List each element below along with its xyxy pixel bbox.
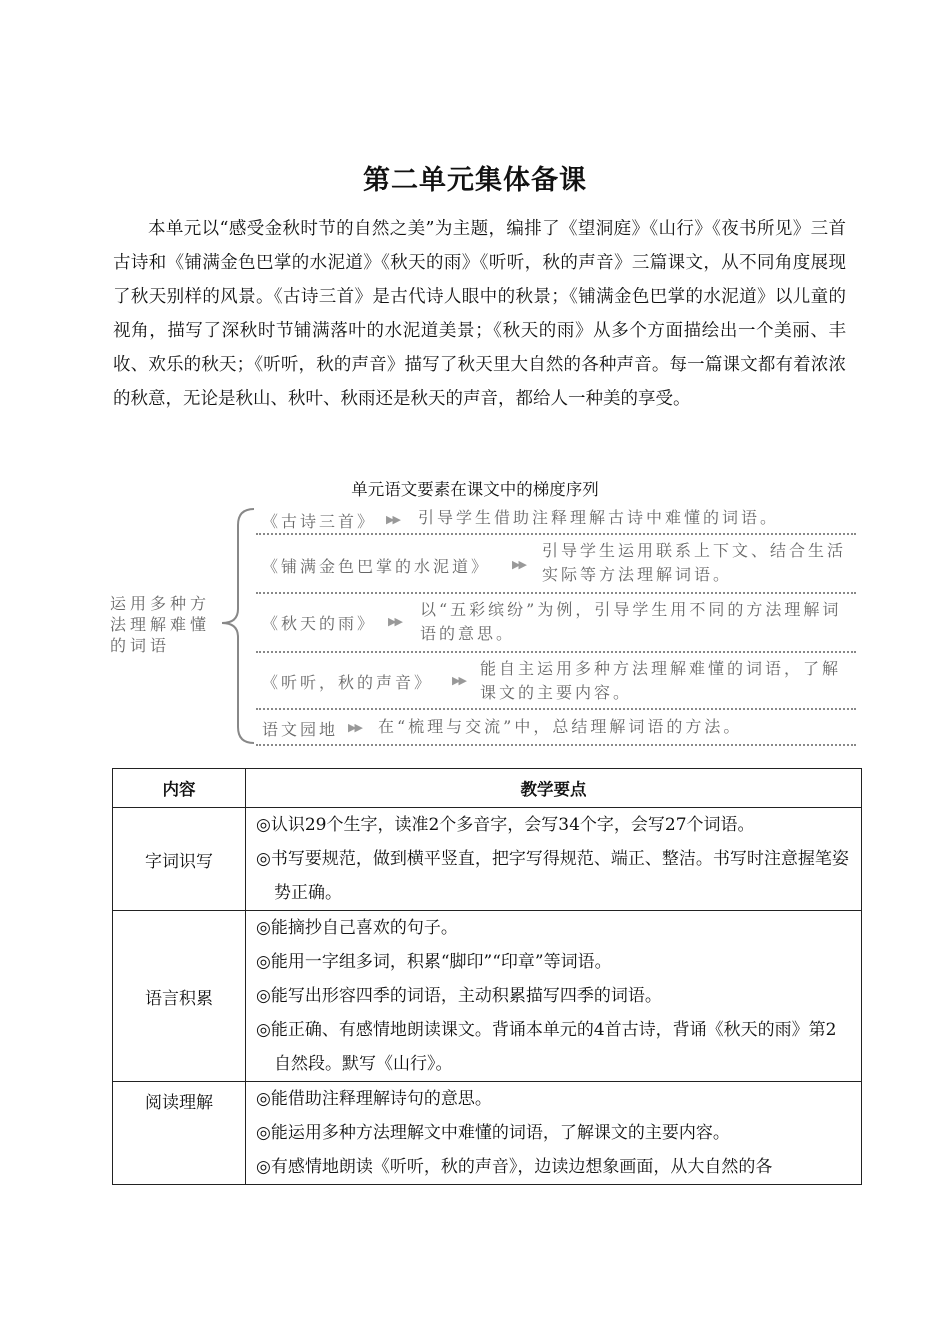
table-points-cell <box>246 808 862 911</box>
diagram-caption: 单元语文要素在课文中的梯度序列 <box>351 480 599 499</box>
teaching-point: ◎能用一字组多词，积累“脚印”“印章”等词语。 <box>256 952 612 972</box>
double-arrow-icon: ▶▶ <box>348 721 361 734</box>
diagram-row-desc: 在“梳理与交流”中，总结理解词语的方法。 <box>378 717 743 736</box>
table-points-cell <box>246 911 862 1082</box>
table-row <box>113 1082 862 1185</box>
diagram-left-label: 运用多种方法理解难懂的词语 <box>110 594 211 655</box>
double-arrow-icon: ▶▶ <box>512 558 525 571</box>
diagram-row-lesson: 《秋天的雨》 <box>262 614 377 633</box>
diagram-row <box>256 594 856 653</box>
diagram-row-desc: 能自主运用多种方法理解难懂的词语，了解课文的主要内容。 <box>480 659 842 702</box>
brace-icon <box>216 505 256 747</box>
table-category: 阅读理解 <box>113 1082 246 1185</box>
teaching-point: ◎能摘抄自己喜欢的句子。 <box>256 918 458 938</box>
diagram-row-lesson: 《古诗三首》 <box>262 512 377 531</box>
table-category: 字词识写 <box>113 808 246 911</box>
diagram-row-lesson: 语文园地 <box>262 720 339 739</box>
diagram-row-lesson: 《铺满金色巴掌的水泥道》 <box>262 557 491 576</box>
diagram-row <box>256 710 856 746</box>
diagram-row <box>256 535 856 594</box>
teaching-point: ◎认识29个生字，读准2个多音字，会写34个字，会写27个词语。 <box>256 815 755 835</box>
diagram-row-desc: 引导学生借助注释理解古诗中难懂的词语。 <box>418 508 780 527</box>
double-arrow-icon: ▶▶ <box>386 513 399 526</box>
teaching-point: ◎能正确、有感情地朗读课文。背诵本单元的4首古诗，背诵《秋天的雨》第2自然段。默写《山行》。 <box>256 1020 837 1074</box>
teaching-point: ◎书写要规范，做到横平竖直，把字写得规范、端正、整洁。书写时注意握笔姿势正确。 <box>256 849 849 903</box>
diagram-row-lesson: 《听听，秋的声音》 <box>262 673 434 692</box>
diagram-row <box>256 653 856 710</box>
diagram-row-desc: 以“五彩缤纷”为例，引导学生用不同的方法理解词语的意思。 <box>420 600 842 643</box>
table-row <box>113 808 862 911</box>
table-category: 语言积累 <box>113 911 246 1082</box>
diagram-row-desc: 引导学生运用联系上下文、结合生活实际等方法理解词语。 <box>542 541 847 584</box>
table-header-points: 教学要点 <box>246 769 862 808</box>
diagram-row <box>256 503 856 535</box>
table-row <box>113 911 862 1082</box>
teaching-points-table <box>112 768 862 1185</box>
intro-paragraph: 本单元以“感受金秋时节的自然之美”为主题，编排了《望洞庭》《山行》《夜书所见》三首古诗和《铺满金色巴掌的水泥道》《秋天的雨》《听听，秋的声音》三篇课文，从不同角度展现了秋天别样的风景。《古诗三首》是古代诗人眼中的秋景；《铺满金色巴掌的水泥道》以儿童的视角，描写了深秋时节铺满落叶的水泥道美景；《秋天的雨》从多个方面描绘出一个美丽、丰收、欢乐的秋天；《听听，秋的声音》描写了秋天里大自然的各种声音。每一篇课文都有着浓浓的秋意，无论是秋山、秋叶、秋雨还是秋天的声音，都给人一种美的享受。 <box>113 219 846 409</box>
table-header-row <box>113 769 862 808</box>
double-arrow-icon: ▶▶ <box>452 674 465 687</box>
teaching-point: ◎能写出形容四季的词语，主动积累描写四季的词语。 <box>256 986 662 1006</box>
gradient-sequence-diagram <box>110 503 860 748</box>
table-header-content: 内容 <box>113 769 246 808</box>
double-arrow-icon: ▶▶ <box>388 615 401 628</box>
teaching-point: ◎能借助注释理解诗句的意思。 <box>256 1089 492 1109</box>
table-points-cell <box>246 1082 862 1185</box>
teaching-point: ◎有感情地朗读《听听，秋的声音》，边读边想象画面，从大自然的各 <box>256 1157 773 1177</box>
teaching-point: ◎能运用多种方法理解文中难懂的词语，了解课文的主要内容。 <box>256 1123 730 1143</box>
page-title: 第二单元集体备课 <box>363 165 587 196</box>
